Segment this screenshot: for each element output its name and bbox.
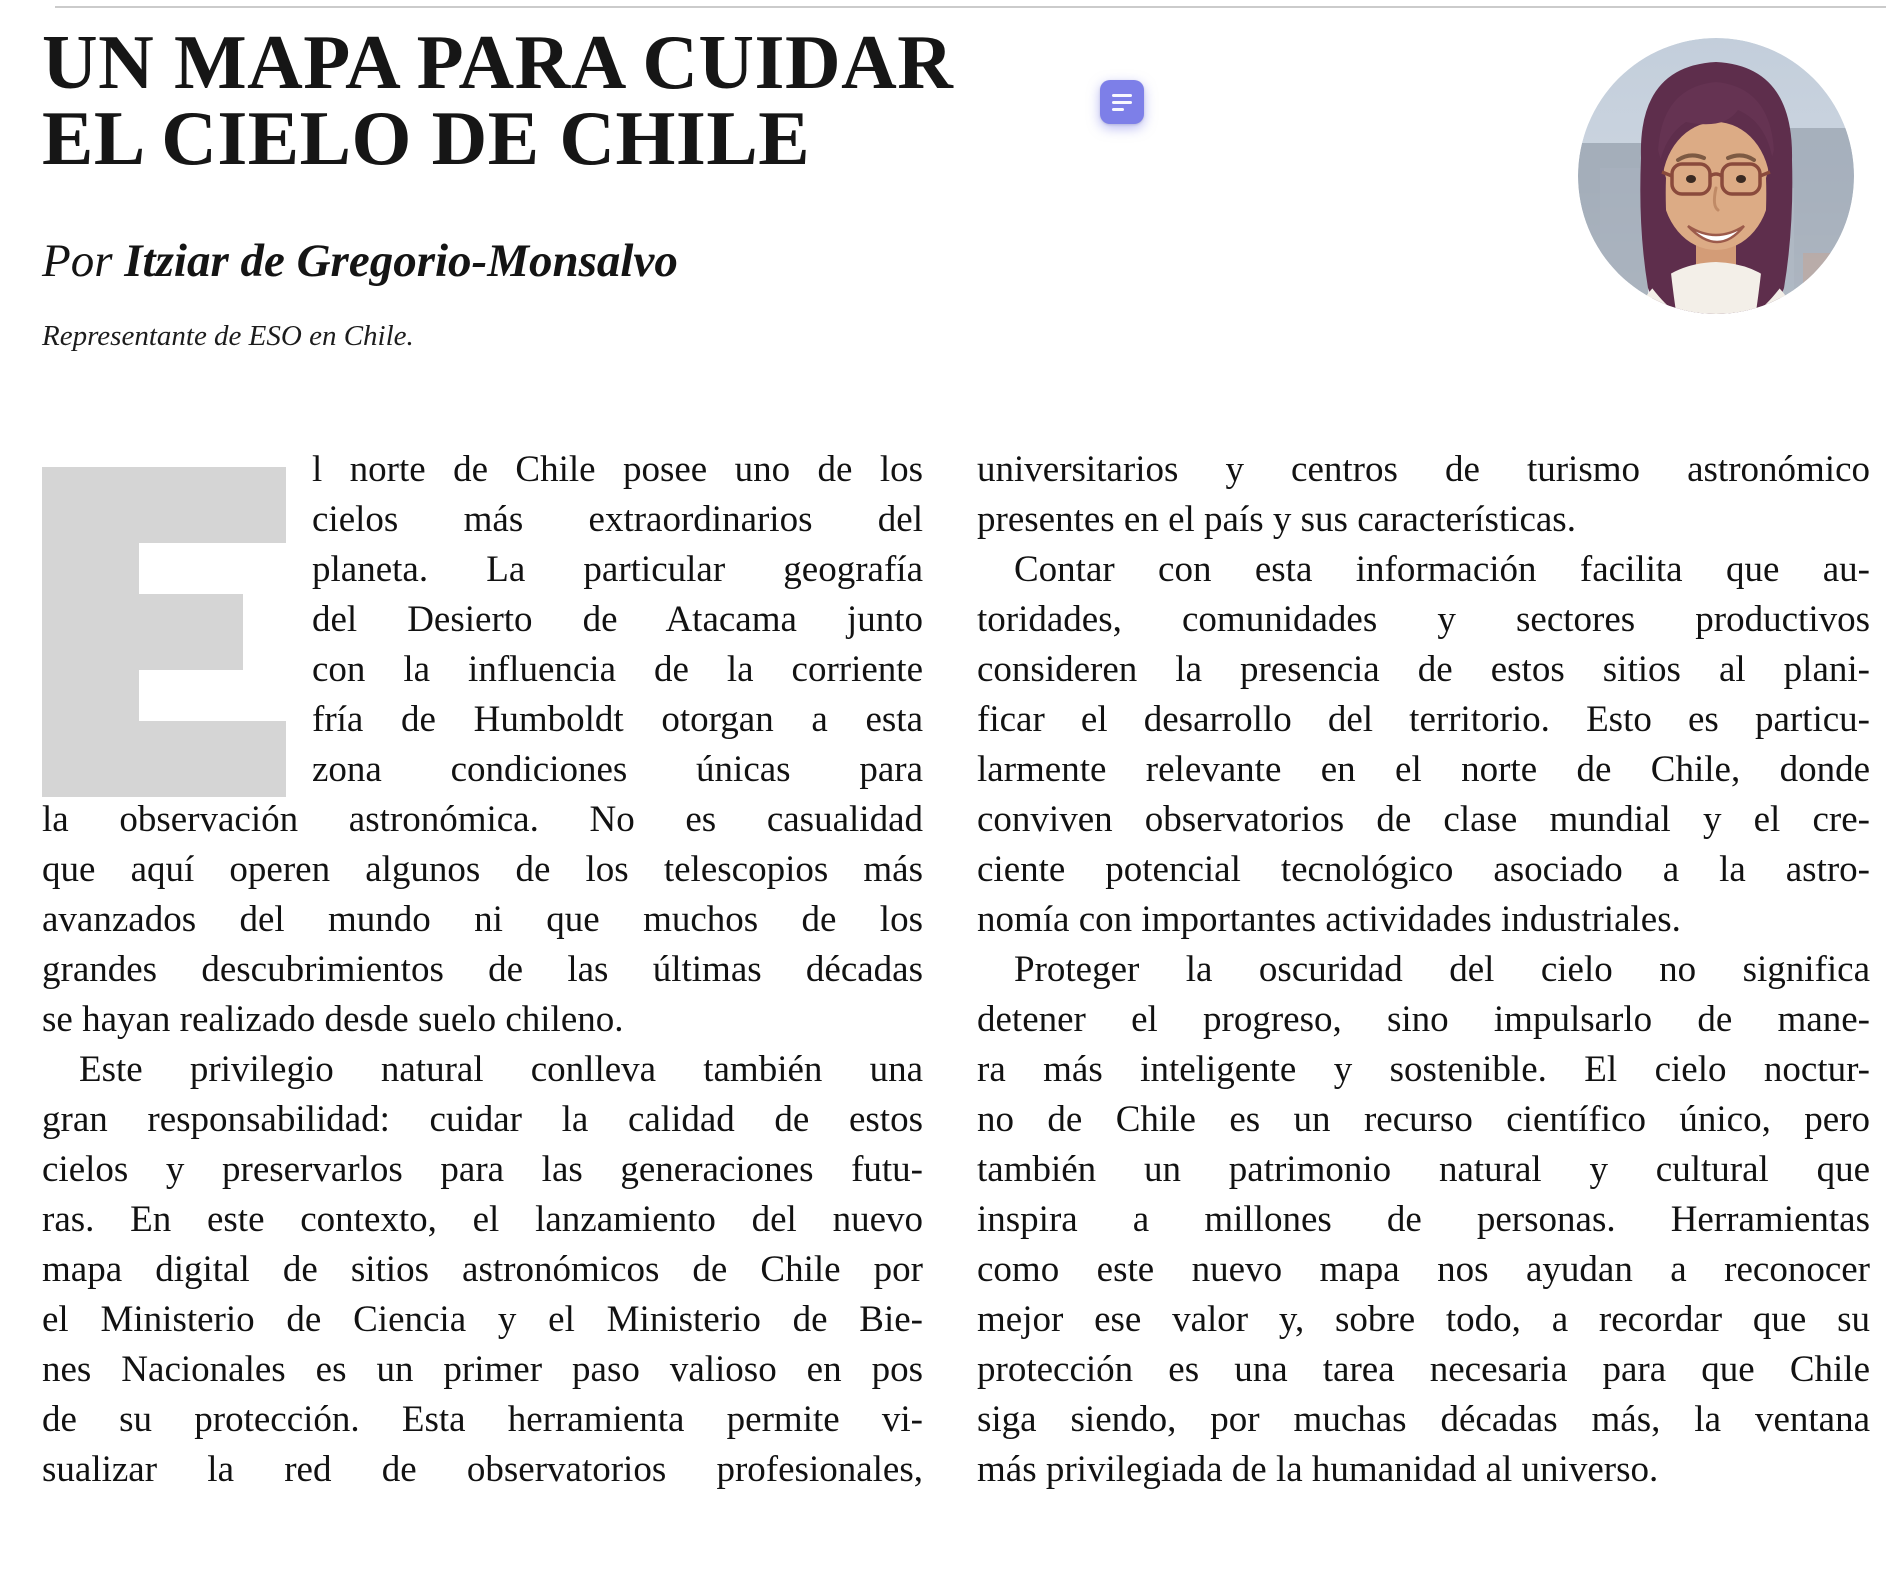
headline-line-1: UN MAPA PARA CUIDAR xyxy=(42,19,954,105)
body-line: cielos más extraordinarios del xyxy=(312,499,923,540)
body-line: ra más inteligente y sostenible. El cielo noctur- xyxy=(977,1049,1870,1090)
author-name: Itziar de Gregorio-Monsalvo xyxy=(124,235,678,287)
body-line: la observación astronómica. No es casualidad xyxy=(42,799,923,840)
body-line: universitarios y centros de turismo astronómico xyxy=(977,449,1870,490)
body-line: siga siendo, por muchas décadas más, la ventana xyxy=(977,1399,1870,1440)
body-line: no de Chile es un recurso científico único, pero xyxy=(977,1099,1870,1140)
body-line: l norte de Chile posee uno de los xyxy=(312,449,923,490)
text-lines-icon xyxy=(1112,94,1132,111)
body-line: con la influencia de la corriente xyxy=(312,649,923,690)
headline-line-2: EL CIELO DE CHILE xyxy=(42,95,811,182)
body-line: inspira a millones de personas. Herramientas xyxy=(977,1199,1870,1240)
note-overlay-button[interactable] xyxy=(1100,80,1144,124)
body-line: avanzados del mundo ni que muchos de los xyxy=(42,899,923,940)
body-line: consideren la presencia de estos sitios al plani- xyxy=(977,649,1870,690)
body-line: larmente relevante en el norte de Chile, donde xyxy=(977,749,1870,790)
body-line: de su protección. Esta herramienta permite vi- xyxy=(42,1399,923,1440)
body-line: se hayan realizado desde suelo chileno. xyxy=(42,999,624,1040)
body-line: del Desierto de Atacama junto xyxy=(312,599,923,640)
body-line: ciente potencial tecnológico asociado a la astro- xyxy=(977,849,1870,890)
dropcap-e-shape xyxy=(42,467,286,797)
body-line: detener el progreso, sino impulsarlo de mane- xyxy=(977,999,1870,1040)
body-line: fría de Humboldt otorgan a esta xyxy=(312,699,923,740)
body-line: ficar el desarrollo del territorio. Esto es particu- xyxy=(977,699,1870,740)
body-line: el Ministerio de Ciencia y el Ministerio de Bie- xyxy=(42,1299,923,1340)
body-line: como este nuevo mapa nos ayudan a reconocer xyxy=(977,1249,1870,1290)
body-line: Proteger la oscuridad del cielo no significa xyxy=(1014,949,1870,990)
body-line: más privilegiada de la humanidad al universo. xyxy=(977,1449,1659,1490)
body-line: mejor ese valor y, sobre todo, a recordar que su xyxy=(977,1299,1870,1340)
author-photo-illustration xyxy=(1578,38,1854,314)
body-line: nomía con importantes actividades industriales. xyxy=(977,899,1681,940)
body-line: cielos y preservarlos para las generaciones futu- xyxy=(42,1149,923,1190)
column-right xyxy=(977,445,1870,1495)
body-line: planeta. La particular geografía xyxy=(312,549,923,590)
author-role: Representante de ESO en Chile. xyxy=(42,320,414,352)
body-line: conviven observatorios de clase mundial y el cre- xyxy=(977,799,1870,840)
column-left xyxy=(42,445,923,1495)
dropcap-letter xyxy=(42,445,286,783)
body-line: protección es una tarea necesaria para que Chile xyxy=(977,1349,1870,1390)
body-line: ras. En este contexto, el lanzamiento del nuevo xyxy=(42,1199,923,1240)
body-line: Este privilegio natural conlleva también una xyxy=(79,1049,923,1090)
body-line: sualizar la red de observatorios profesionales, xyxy=(42,1449,923,1490)
byline-prefix: Por xyxy=(42,235,125,287)
body-line: grandes descubrimientos de las últimas décadas xyxy=(42,949,923,990)
author-photo xyxy=(1578,38,1854,314)
body-line: toridades, comunidades y sectores productivos xyxy=(977,599,1870,640)
body-line: zona condiciones únicas para xyxy=(312,749,923,790)
body-line: que aquí operen algunos de los telescopios más xyxy=(42,849,923,890)
page-title xyxy=(42,19,954,182)
body-line: mapa digital de sitios astronómicos de Chile por xyxy=(42,1249,923,1290)
top-rule xyxy=(55,6,1886,8)
byline xyxy=(42,236,678,288)
body-line: presentes en el país y sus características. xyxy=(977,499,1576,540)
body-line: gran responsabilidad: cuidar la calidad de estos xyxy=(42,1099,923,1140)
body-line: Contar con esta información facilita que au- xyxy=(1014,549,1870,590)
body-line: nes Nacionales es un primer paso valioso en pos xyxy=(42,1349,923,1390)
body-line: también un patrimonio natural y cultural que xyxy=(977,1149,1870,1190)
